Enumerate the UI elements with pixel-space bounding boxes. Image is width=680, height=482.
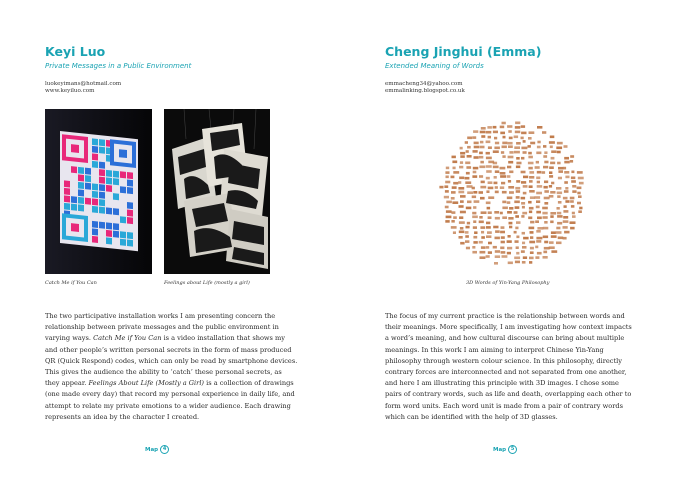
page-label: Map bbox=[145, 446, 159, 453]
body-line: and here I am illustrating this principle with 3D images. I chose some bbox=[385, 379, 619, 388]
page-number-circle: 4 bbox=[160, 445, 169, 454]
body-line: form word units. Each word unit is made from a pair of contrary words bbox=[385, 401, 623, 410]
body-line: pairs of contrary words, such as life and death, overlapping each other to bbox=[385, 390, 632, 399]
body-line: varying ways. Catch Me if You Can is a video installation that shows my bbox=[45, 334, 286, 343]
body-line: The two participative installation works I am presenting concern the bbox=[45, 312, 276, 320]
body-line: (one made every day) that record my personal experience in daily life, and bbox=[45, 390, 295, 399]
body-paragraph bbox=[385, 311, 650, 423]
work-title: Extended Meaning of Words bbox=[385, 62, 484, 70]
body-line: The focus of my current practice is the relationship between words and bbox=[385, 312, 625, 320]
photo-caption-drawings: Feelings about Life (mostly a girl) bbox=[164, 280, 250, 286]
photo-caption-qr: Catch Me if You Can bbox=[45, 280, 97, 286]
body-line: they appear. Feelings About Life (Mostly a Girl) is a collection of drawings bbox=[45, 379, 294, 388]
contact-info bbox=[385, 81, 465, 95]
page-number-left bbox=[145, 445, 169, 454]
body-line: relationship between private messages and the public environment in bbox=[45, 323, 279, 332]
body-line: contrary forces are interconnected and not separated from one another, bbox=[385, 368, 627, 377]
website-link: emmalinking.blogspot.co.uk bbox=[385, 88, 465, 94]
body-line: their meanings. More specifically, I am investigating how context impacts bbox=[385, 323, 632, 332]
contact-info bbox=[45, 81, 121, 95]
artist-name: Cheng Jinghui (Emma) bbox=[385, 44, 542, 59]
body-line: This gives the audience the ability to ‘catch’ these personal secrets, as bbox=[45, 368, 282, 377]
left-body-text bbox=[45, 311, 310, 423]
website-link: www.keyiluo.com bbox=[45, 88, 95, 94]
work-title: Private Messages in a Public Environment bbox=[45, 62, 192, 70]
body-line: attempt to relate my private emotions to a wider audience. Each drawing bbox=[45, 401, 291, 410]
artist-name: Keyi Luo bbox=[45, 44, 106, 59]
word-units-circle-image bbox=[435, 117, 585, 267]
body-line: and other people’s written personal secrets in the form of mass produced bbox=[45, 345, 292, 354]
qr-installation-photo bbox=[45, 109, 152, 274]
page-number-circle: 5 bbox=[508, 445, 517, 454]
body-line: meanings. In this work I am aiming to interpret Chinese Yin-Yang bbox=[385, 345, 604, 354]
body-line: QR (Quick Respond) codes, which can only be read by smartphone devices. bbox=[45, 356, 298, 365]
body-line: represents an idea by the character I created. bbox=[45, 412, 200, 421]
photo-caption-circle: 3D Words of Yin-Yang Philosophy bbox=[466, 280, 550, 286]
body-paragraph bbox=[45, 311, 310, 423]
email-address: luokeyimans@hotmail.com bbox=[45, 81, 122, 87]
body-line: philosophy through western colour science. In this philosophy, directly bbox=[385, 356, 622, 365]
body-line: which can be identified with the help of 3D glasses. bbox=[385, 412, 558, 421]
page-number-right bbox=[493, 445, 517, 454]
drawings-installation-photo bbox=[164, 109, 270, 274]
email-address: emmacheng34@yahoo.com bbox=[385, 81, 463, 87]
body-line: a word’s meaning, and how cultural discourse can bring about multiple bbox=[385, 334, 625, 343]
right-body-text bbox=[385, 311, 650, 423]
page-label: Map bbox=[493, 446, 507, 453]
